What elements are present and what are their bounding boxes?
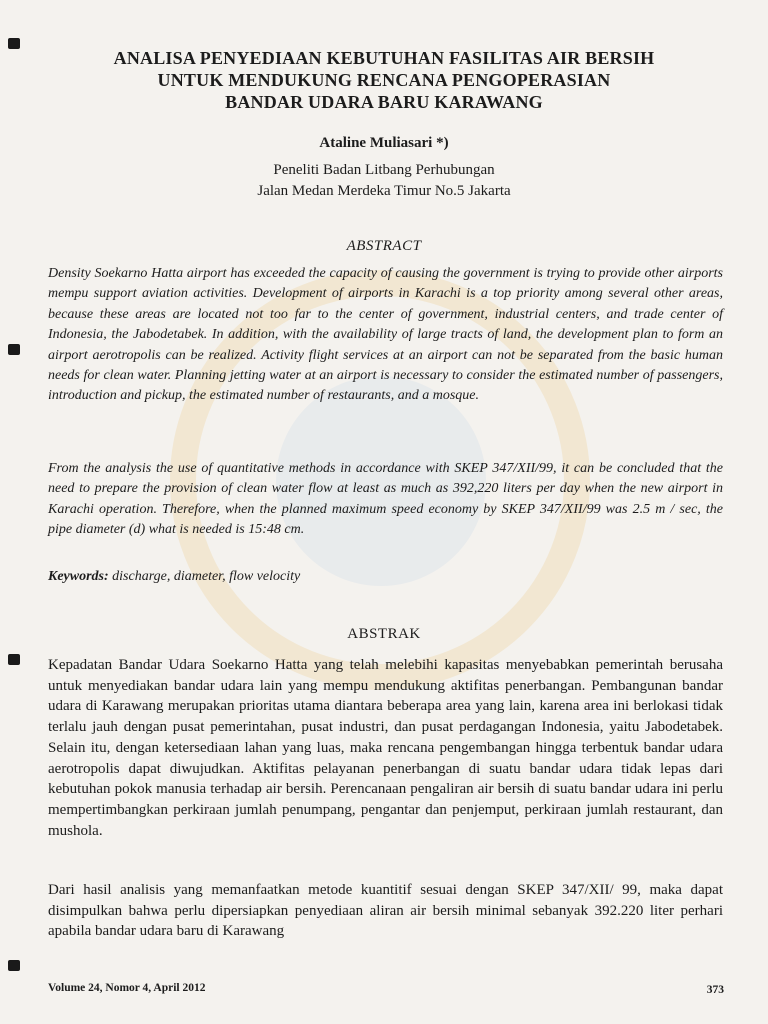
abstrak-heading: ABSTRAK	[347, 626, 421, 642]
paper-title-line: ANALISA PENYEDIAAN KEBUTUHAN FASILITAS AIR BERSIH	[113, 48, 655, 68]
abstract-heading: ABSTRACT	[346, 238, 422, 254]
page-number: 373	[706, 984, 724, 996]
author-affiliation	[60, 160, 708, 202]
paper-title-line: UNTUK MENDUKUNG RENCANA PENGOPERASIAN	[157, 70, 611, 90]
abstrak-paragraph: Kepadatan Bandar Udara Soekarno Hatta yang telah melebihi kapasitas menyebabkan pemerintah berusaha untuk menyediakan bandar udara lain yang mempu mendukung aktifitas penerbangan. Pembangunan bandar udara di Karawang merupakan prioritas utama diantara beberapa area yang lain, karena area ini berlokasi tidak terlalu jauh dengan pusat pemerintahan, pusat industri, dan pusat perdagangan Indonesia, yaitu Jabodetabek. Selain itu, dengan ketersediaan lahan yang luas, maka rencana pengembangan hingga terbentuk bandar udara aerotropolis dapat diwujudkan. Aktifitas pelayanan penerbangan di suatu bandar udara tidak lepas dari kebutuhan pokok manusia terhadap air bersih. Perencanaan pengaliran air bersih di suatu bandar udara ini perlu mempertimbangkan perkiraan jumlah penumpang, pengantar dan penjemput, perkiraan jumlah restaurant, dan mushola.	[48, 657, 723, 839]
affiliation-line: Jalan Medan Merdeka Timur No.5 Jakarta	[257, 183, 511, 199]
keywords-label: Keywords:	[48, 569, 109, 584]
abstract-paragraph: From the analysis the use of quantitative methods in accordance with SKEP 347/XII/99, it can be concluded that the need to prepare the provision of clean water flow at least as much as 392,220 liters per day when the new airport in Karachi operation. Therefore, when the planned maximum speed economy by SKEP 347/XII/99 was 2.5 m / sec, the pipe diameter (d) what is needed is 15:48 cm.	[48, 461, 723, 538]
affiliation-line: Peneliti Badan Litbang Perhubungan	[273, 162, 495, 178]
binding-hole-mark	[8, 38, 20, 49]
binding-hole-mark	[8, 960, 20, 971]
binding-hole-mark	[8, 344, 20, 355]
abstrak-paragraph: Dari hasil analisis yang memanfaatkan metode kuantitif sesuai dengan SKEP 347/XII/ 99, maka dapat disimpulkan bahwa perlu dipersiapkan penyediaan aliran air bersih minimal sebanyak 392.220 liter perhari apabila bandar udara baru di Karawang	[48, 882, 723, 940]
abstract-paragraph: Density Soekarno Hatta airport has exceeded the capacity of causing the government is trying to provide other airports mempu support aviation activities. Development of airports in Karachi is a top priority among several other areas, because these areas are located not too far to the center of government, industrial centers, and trade center of Indonesia, the Jabodetabek. In addition, with the availability of large tracts of land, the development plan to form an airport aerotropolis can be realized. Activity flight services at an airport can not be separated from the basic human needs for clean water. Planning jetting water at an airport is necessary to consider the estimated number of passengers, introduction and pickup, the estimated number of restaurants, and a mosque.	[48, 266, 723, 404]
journal-volume-info: Volume 24, Nomor 4, April 2012	[48, 982, 206, 994]
keywords-line	[48, 567, 723, 587]
paper-title-line: BANDAR UDARA BARU KARAWANG	[225, 92, 543, 112]
keywords-text: discharge, diameter, flow velocity	[112, 569, 301, 584]
author-name: Ataline Muliasari *)	[319, 135, 449, 151]
paper-title	[60, 47, 708, 113]
binding-hole-mark	[8, 654, 20, 665]
